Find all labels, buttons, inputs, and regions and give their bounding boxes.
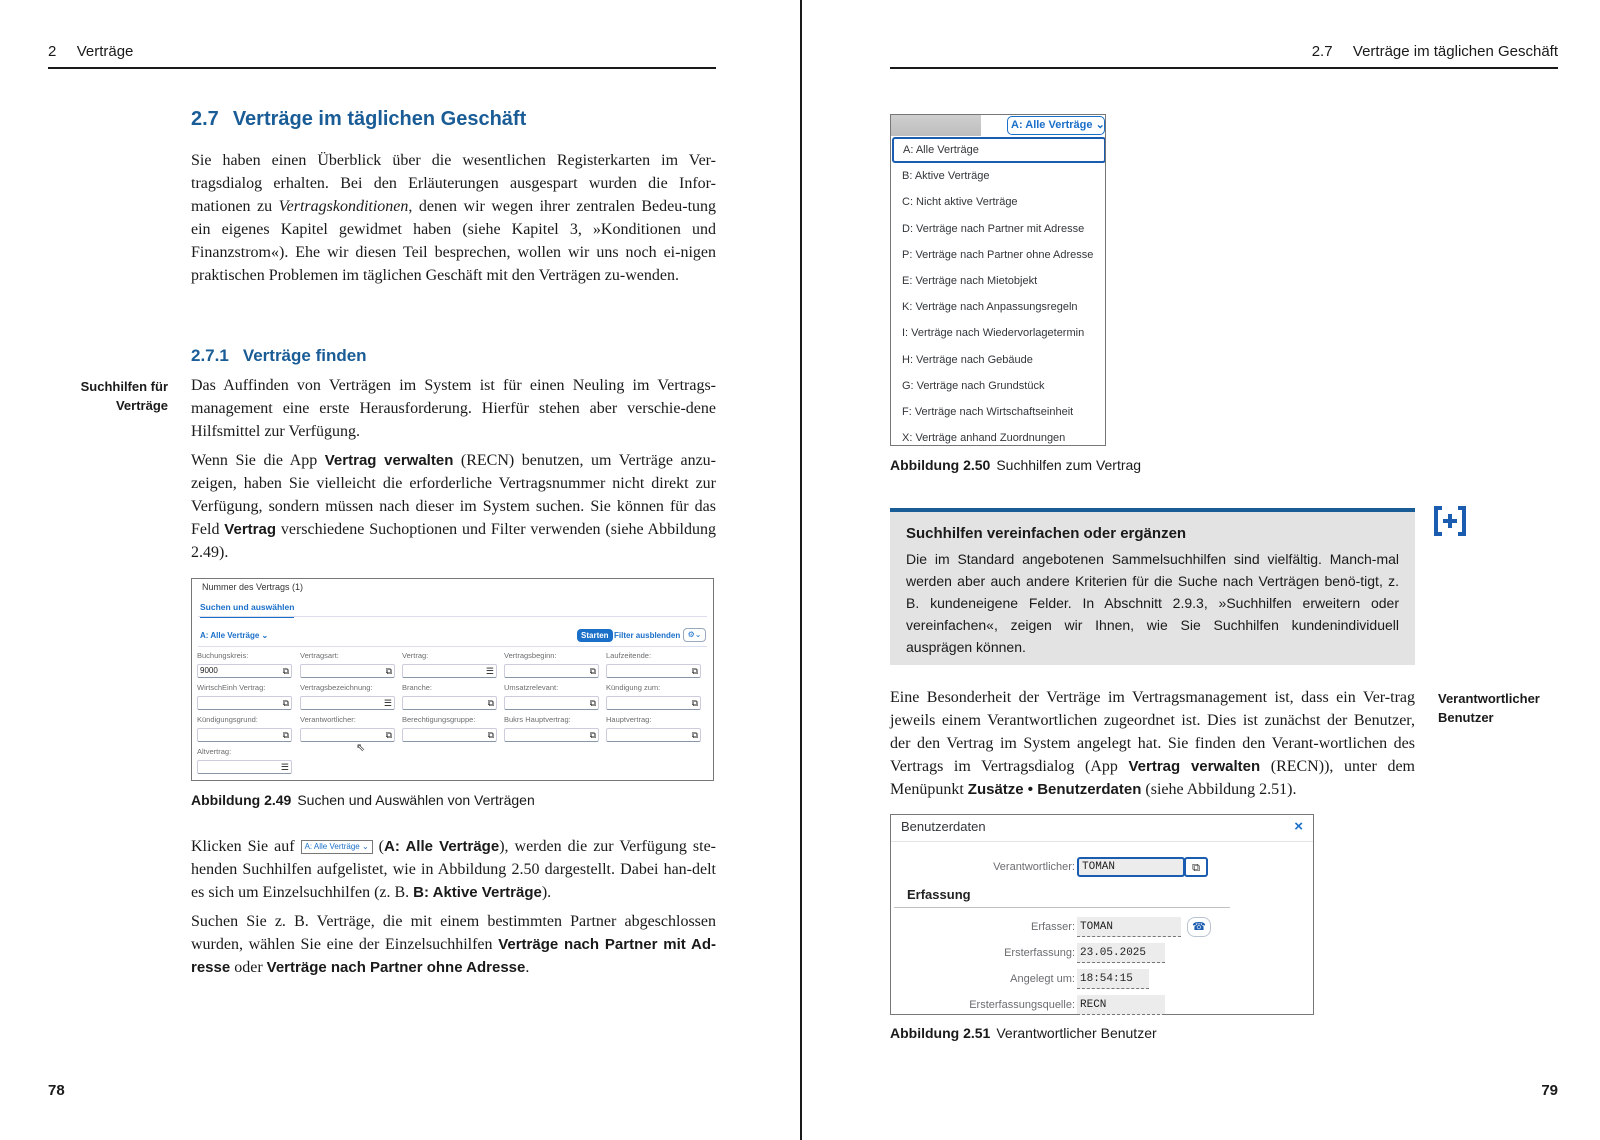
value-help-icon[interactable]: ⧉ xyxy=(385,666,392,676)
chapter-title: Verträge xyxy=(76,43,134,60)
close-icon[interactable]: × xyxy=(1294,818,1303,835)
paragraph-partner: Suchen Sie z. B. Verträge, die mit einem bestimmten Partner abgeschlossen wurden, wählen Sie eine der Einzelsuchhilfen Verträge nach Partner mit Ad-resse oder Verträge nach Partner ohne Adresse. xyxy=(191,913,716,976)
field-bukrs-hauptvertrag: Bukrs Hauptvertrag: ⧉ xyxy=(504,715,599,742)
value-help-icon[interactable]: ⧉ xyxy=(385,730,392,740)
value-help-icon[interactable]: ⧉ xyxy=(282,730,289,740)
chapter-number: 2 xyxy=(48,43,57,60)
subsection-heading: 2.7.1 Verträge finden xyxy=(191,346,367,365)
section-title: Verträge im täglichen Geschäft xyxy=(1352,43,1558,60)
value-help-icon[interactable]: ⧉ xyxy=(487,730,494,740)
list-item[interactable]: D: Verträge nach Partner mit Adresse xyxy=(902,222,1085,235)
value-help-icon[interactable]: ⧉ xyxy=(282,698,289,708)
value-help-icon[interactable]: ⧉ xyxy=(691,666,698,676)
list-item[interactable]: F: Verträge nach Wirtschaftseinheit xyxy=(902,405,1074,418)
list-help-icon[interactable]: ☰ xyxy=(485,666,494,676)
value-help-icon[interactable]: ⧉ xyxy=(589,730,596,740)
user-info-icon[interactable]: ☎ xyxy=(1187,917,1211,937)
value-help-icon[interactable]: ⧉ xyxy=(589,698,596,708)
value-help-icon[interactable]: ⧉ xyxy=(487,698,494,708)
tab-search-and-select[interactable]: Suchen und auswählen xyxy=(200,602,294,618)
list-item[interactable]: A: Alle Verträge xyxy=(892,137,1106,163)
field-vertragsart: Vertragsart: ⧉ xyxy=(300,651,395,678)
mouse-cursor-icon: ⇖ xyxy=(356,742,366,754)
plus-bracket-icon xyxy=(1433,506,1467,536)
info-box-text: Die im Standard angebotenen Sammelsuchhilfen sind vielfältig. Manch-mal werden aber auch andere Kriterien für die Suche nach Verträgen benö-tigt, z. B. kundeneigene Felder. In Abschnitt 2.9.3, »Suchhilfen erweitern oder vereinfachen«, zeigen wir Ihnen, wie Sie Suchhilfen kundenindividuell ausprägen können. xyxy=(906,551,1399,655)
info-box xyxy=(890,508,1415,665)
paragraph-click: Klicken Sie auf A: Alle Verträge ⌄ (A: Alle Verträge), werden die zur Verfügung ste-henden Suchhilfen aufgelistet, wie in Abbildung 2.50 dargestellt. Dabei han-delt es sich um Einzelsuchhilfen (z. B. B: Aktive Verträge). xyxy=(191,838,717,901)
dialog-title: Nummer des Vertrags (1) xyxy=(202,582,304,592)
settings-button[interactable] xyxy=(683,628,706,642)
figure-search-dialog xyxy=(191,578,714,781)
margin-note-suchhilfen: Suchhilfen für Verträge xyxy=(80,379,168,413)
variant-dropdown[interactable]: A: Alle Verträge ⌄ xyxy=(200,631,269,640)
value-help-icon[interactable]: ⧉ xyxy=(589,666,596,676)
list-help-icon[interactable]: ☰ xyxy=(383,698,392,708)
figure-caption-251: Abbildung 2.51 Verantwortlicher Benutzer xyxy=(890,1025,1157,1041)
field-buchungskreis: Buchungskreis: 9000 ⧉ xyxy=(197,651,292,678)
value-help-icon[interactable]: ⧉ xyxy=(282,666,289,676)
responsible-input[interactable]: TOMAN xyxy=(1077,857,1185,877)
dialog-title: Benutzerdaten xyxy=(901,819,986,834)
paragraph-finding: Das Auffinden von Verträgen im System ist für einen Neuling im Vertrags-management eine erste Herausforderung. Hierfür stehen aber verschie-dene Hilfsmittel zur Verfügung. xyxy=(191,377,716,440)
running-head-left xyxy=(48,43,133,60)
paragraph-app: Wenn Sie die App Vertrag verwalten (RECN) benutzen, um Verträge anzu-zeigen, haben Sie vielleicht die erforderliche Vertragsnummer nicht direkt zur Verfügung, sondern müssen nach dieser im System suchen. Sie können für das Feld Vertrag verschiedene Suchoptionen und Filter verwenden (siehe Abbildung 2.49). xyxy=(191,452,717,561)
info-box-title: Suchhilfen vereinfachen oder ergänzen xyxy=(906,525,1187,542)
margin-note-verantwortlicher: Verantwortlicher Benutzer xyxy=(1438,691,1540,725)
row-ersterfassung: Ersterfassung: 23.05.2025 xyxy=(891,943,1315,965)
field-laufzeitende: Laufzeitende: ⧉ xyxy=(606,651,701,678)
page-number-right: 79 xyxy=(1541,1082,1558,1099)
figure-search-help-dropdown xyxy=(890,114,1106,446)
hide-filter-button[interactable]: Filter ausblenden xyxy=(614,631,681,640)
figure-user-data-dialog xyxy=(890,814,1314,1015)
running-head-right xyxy=(1312,43,1558,60)
row-erfasser: Erfasser: TOMAN ☎ xyxy=(891,917,1315,939)
list-item[interactable]: P: Verträge nach Partner ohne Adresse xyxy=(902,248,1094,261)
row-angelegt-um: Angelegt um: 18:54:15 xyxy=(891,969,1315,991)
list-item[interactable]: E: Verträge nach Mietobjekt xyxy=(902,274,1038,287)
list-item[interactable]: G: Verträge nach Grundstück xyxy=(902,379,1045,392)
start-button[interactable]: Starten xyxy=(577,629,613,642)
field-kuendigung-zum: Kündigung zum: ⧉ xyxy=(606,683,701,710)
row-ersterfassungsquelle: Ersterfassungsquelle: RECN xyxy=(891,995,1315,1017)
page-number-left: 78 xyxy=(48,1082,65,1099)
value-help-icon[interactable]: ⧉ xyxy=(691,698,698,708)
list-item[interactable]: K: Verträge nach Anpassungsregeln xyxy=(902,301,1078,314)
list-item[interactable]: B: Aktive Verträge xyxy=(902,170,990,183)
value-help-icon[interactable]: ⧉ xyxy=(1184,857,1208,877)
list-item[interactable]: C: Nicht aktive Verträge xyxy=(902,196,1018,209)
field-verantwortlicher: Verantwortlicher: ⧉ xyxy=(300,715,395,742)
field-berechtigungsgruppe: Berechtigungsgruppe: ⧉ xyxy=(402,715,497,742)
field-hauptvertrag: Hauptvertrag: ⧉ xyxy=(606,715,701,742)
field-vertragsbezeichnung: Vertragsbezeichnung: ☰ xyxy=(300,683,395,710)
section-erfassung: Erfassung xyxy=(907,887,971,902)
field-vertragsbeginn: Vertragsbeginn: ⧉ xyxy=(504,651,599,678)
header-rule xyxy=(48,67,716,69)
intro-paragraph: Sie haben einen Überblick über die wesentlichen Registerkarten im Ver-tragsdialog erhalten. Bei den Erläuterungen ausgespart wurden die Infor-mationen zu Vertragskonditionen, denen wir wegen ihrer zentralen Bedeu-tung ein eigenes Kapitel gewidmet haben (siehe Kapitel 3, »Konditionen und Finanzstrom«). Ehe wir diesen Teil besprechen, wollen wir uns noch ei-nigen praktischen Problemen im täglichen Geschäft mit den Verträgen zu-wenden. xyxy=(191,152,717,284)
section-heading: 2.7 Verträge im täglichen Geschäft xyxy=(191,108,527,130)
header-rule xyxy=(890,67,1558,69)
dialog-header xyxy=(891,815,1313,842)
paragraph-responsible: Eine Besonderheit der Verträge im Vertragsmanagement ist, dass ein Ver-trag jeweils einem Verantwortlichen zugeordnet ist. Dies ist zunächst der Benutzer, der den Vertrag im System angelegt hat. Sie finden den Verant-wortlichen des Vertrags im Vertragsdialog (App Vertrag verwalten (RECN)), unter dem Menüpunkt Zusätze • Benutzerdaten (siehe Abbildung 2.51). xyxy=(890,689,1415,798)
figure-caption-249: Abbildung 2.49 Suchen und Auswählen von Verträgen xyxy=(191,792,535,808)
figure-caption-250: Abbildung 2.50 Suchhilfen zum Vertrag xyxy=(890,457,1142,473)
gear-icon: ⚙⌄ xyxy=(687,630,702,639)
search-help-list xyxy=(891,137,1106,446)
field-altvertrag: Altvertrag: ☰ xyxy=(197,747,292,774)
field-kuendigungsgrund: Kündigungsgrund: ⧉ xyxy=(197,715,292,742)
row-verantwortlicher: Verantwortlicher: TOMAN ⧉ xyxy=(891,857,1315,879)
list-item[interactable]: I: Verträge nach Wiedervorlagetermin xyxy=(902,327,1085,340)
field-wirtscheinh: WirtschEinh Vertrag: ⧉ xyxy=(197,683,292,710)
value-help-icon[interactable]: ⧉ xyxy=(691,730,698,740)
list-item[interactable]: H: Verträge nach Gebäude xyxy=(902,353,1033,366)
inline-variant-button: A: Alle Verträge ⌄ xyxy=(301,840,373,854)
list-item[interactable]: X: Verträge anhand Zuordnungen xyxy=(902,432,1066,445)
section-number: 2.7 xyxy=(1311,43,1333,60)
variant-dropdown[interactable]: A: Alle Verträge ⌄ xyxy=(1007,116,1105,135)
field-umsatzrelevant: Umsatzrelevant: ⧉ xyxy=(504,683,599,710)
list-help-icon[interactable]: ☰ xyxy=(280,762,289,772)
field-branche: Branche: ⧉ xyxy=(402,683,497,710)
field-vertrag: Vertrag: ☰ xyxy=(402,651,497,678)
